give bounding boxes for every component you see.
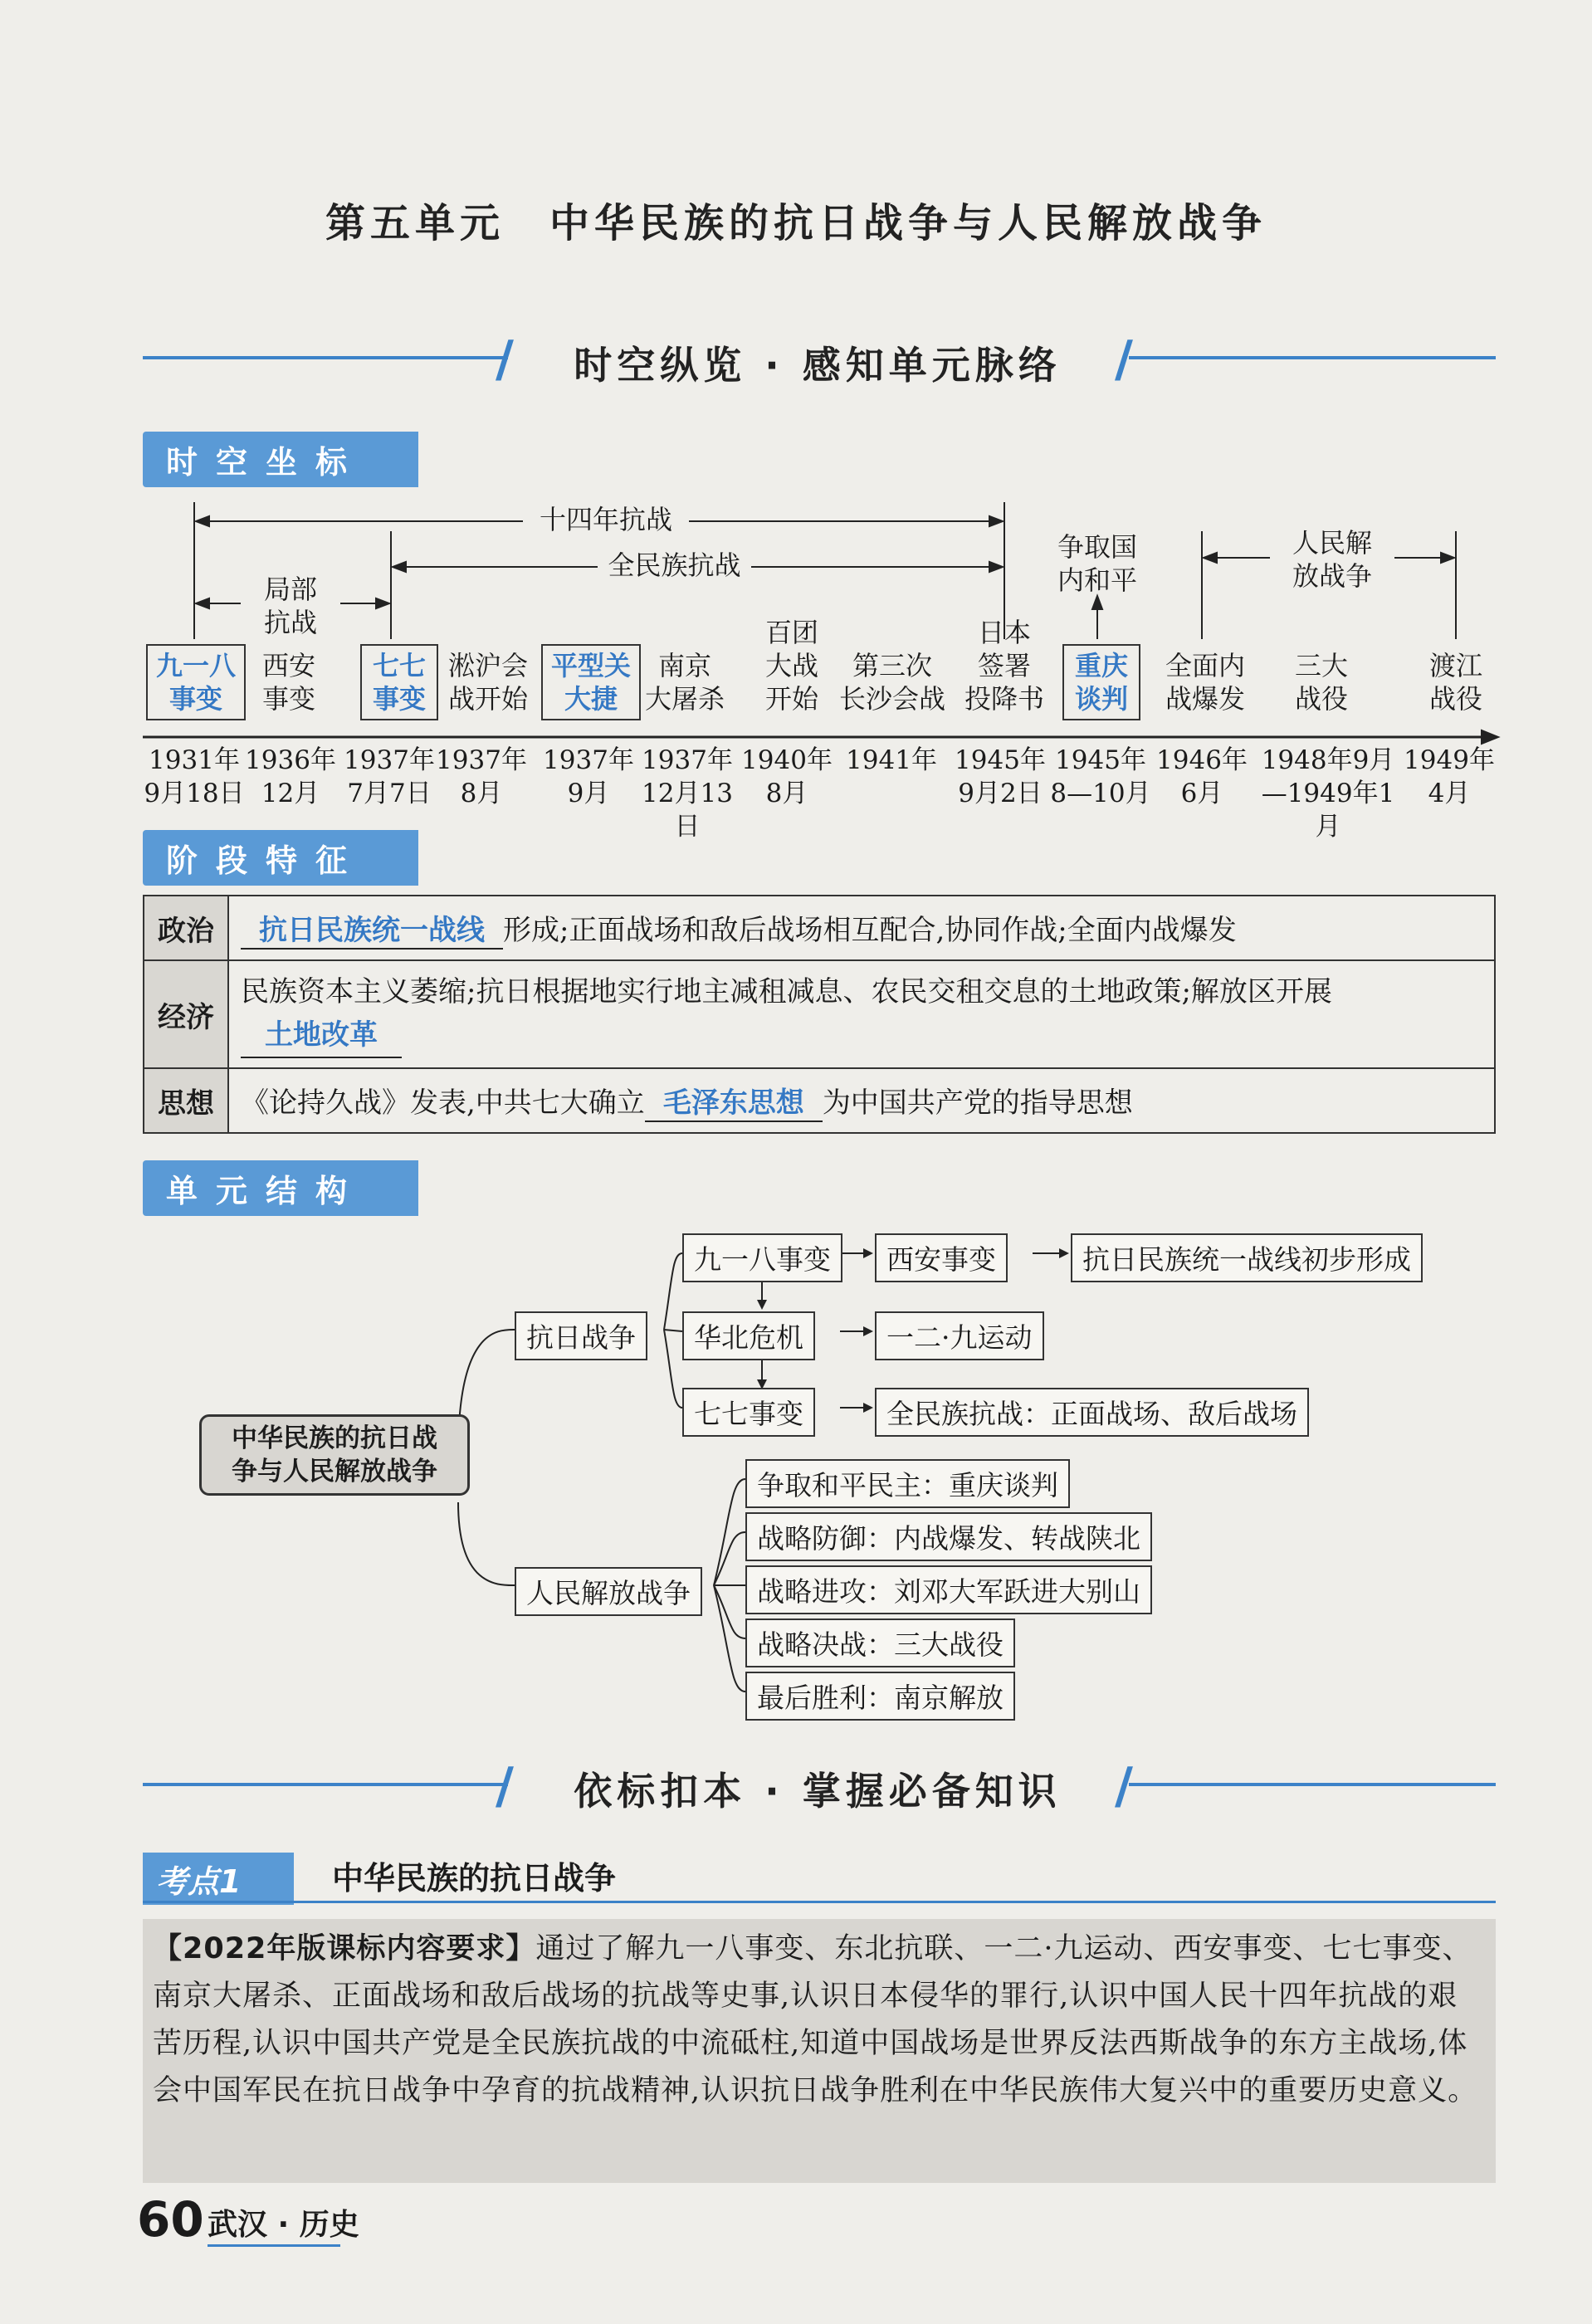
date-line: 1941年 — [846, 745, 937, 775]
feature-text: 为中国共产党的指导思想 — [822, 1086, 1133, 1120]
slash-decoration: / — [496, 1757, 514, 1815]
event-line: 大捷 — [564, 683, 618, 715]
date-line: 8月 — [765, 779, 808, 808]
event-line: 谈判 — [1074, 683, 1128, 715]
date-line: 8月 — [460, 779, 503, 808]
kaodian-tag: 考点1 — [143, 1853, 294, 1905]
event-line: 战开始 — [447, 683, 528, 715]
date-line: 9月2日 — [958, 779, 1043, 808]
section-rule-left — [143, 1783, 508, 1786]
event-line: 西安 — [261, 650, 315, 681]
node-victory: 最后胜利：南京解放 — [745, 1672, 1015, 1721]
date-line: 1948年9月 — [1261, 745, 1395, 775]
timeline-tag: 时空坐标 — [143, 432, 418, 487]
event-line: 重庆 — [1074, 650, 1128, 681]
features-tag: 阶段特征 — [143, 830, 418, 886]
event-line: 南京 — [657, 650, 711, 681]
requirement-label: 【2022年版课标内容要求】 — [153, 1932, 536, 1965]
page-number: 60 — [137, 2191, 204, 2248]
node-peace: 争取和平民主：重庆谈判 — [745, 1459, 1070, 1508]
event-line: 开始 — [764, 683, 818, 715]
span-local-line: 局部 — [263, 574, 317, 605]
date-line: —1949年1月 — [1261, 779, 1395, 842]
branch-liberation: 人民解放战争 — [515, 1567, 702, 1616]
event-line: 长沙会战 — [838, 683, 945, 715]
event-line: 七七 — [372, 650, 426, 681]
slash-decoration: / — [496, 330, 514, 388]
feature-answer: 毛泽东思想 — [645, 1080, 823, 1122]
date-line: 1937年 — [344, 745, 435, 775]
event-line: 事变 — [261, 683, 315, 715]
section-rule-right — [1129, 1783, 1496, 1786]
feature-head: 政治 — [144, 896, 228, 960]
feature-text: 民族资本主义萎缩;抗日根据地实行地主减租减息、农民交租交息的土地政策;解放区开展 — [241, 975, 1332, 1008]
feature-text: 《论持久战》发表,中共七大确立 — [241, 1086, 645, 1120]
node-defense: 战略防御：内战爆发、转战陕北 — [745, 1512, 1152, 1561]
date-line: 1945年 — [955, 745, 1046, 775]
event-line: 全面内 — [1165, 650, 1245, 681]
node-national-resistance: 全民族抗战：正面战场、敌后战场 — [875, 1388, 1309, 1437]
feature-text: 形成;正面战场和敌后战场相互配合,协同作战;全面内战爆发 — [503, 913, 1237, 947]
event-line: 战役 — [1428, 683, 1482, 715]
date-line: 1945年 — [1055, 745, 1146, 775]
section-title: 时空纵览 · 感知单元脉络 — [574, 343, 1062, 388]
span-strive-line: 内和平 — [1057, 564, 1137, 596]
span-national: 全民族抗战 — [608, 549, 741, 581]
node-decisive: 战略决战：三大战役 — [745, 1618, 1015, 1667]
span-liberation-line: 放战争 — [1292, 560, 1372, 592]
node-129-movement: 一二·九运动 — [875, 1311, 1044, 1360]
node-north-china-crisis: 华北危机 — [682, 1311, 815, 1360]
date-line: 9月 — [567, 779, 610, 808]
slash-decoration: / — [1115, 1757, 1133, 1815]
event-line: 签署 — [977, 650, 1031, 681]
date-line: 7月7日 — [347, 779, 432, 808]
event-line: 日本 — [977, 617, 1031, 648]
branch-anti-japanese: 抗日战争 — [515, 1311, 647, 1360]
feature-answer: 抗日民族统一战线 — [241, 907, 503, 950]
node-918: 九一八事变 — [682, 1233, 842, 1282]
node-offense: 战略进攻：刘邓大军跃进大别山 — [745, 1565, 1152, 1614]
feature-head: 经济 — [144, 960, 228, 1068]
structure-root — [199, 1414, 470, 1496]
event-line: 三大 — [1294, 650, 1348, 681]
date-line: 1937年 — [436, 745, 527, 775]
span-liberation-line: 人民解 — [1292, 527, 1372, 559]
event-line: 事变 — [168, 683, 222, 715]
date-line: 1937年 — [642, 745, 733, 775]
event-line: 渡江 — [1428, 650, 1482, 681]
kaodian-title: 中华民族的抗日战争 — [332, 1860, 617, 1897]
kaodian-rule — [143, 1901, 1496, 1903]
event-line: 战爆发 — [1165, 683, 1245, 715]
event-line: 大战 — [764, 650, 818, 681]
date-line: 1936年 — [245, 745, 336, 775]
unit-title: 第五单元 中华民族的抗日战争与人民解放战争 — [325, 200, 1267, 247]
date-line: 8—10月 — [1050, 779, 1151, 808]
event-line: 第三次 — [852, 650, 932, 681]
event-line: 百团 — [764, 617, 818, 648]
date-line: 4月 — [1428, 779, 1471, 808]
root-line: 争与人民解放战争 — [232, 1457, 437, 1487]
requirement-box — [143, 1919, 1496, 2183]
date-line: 1949年 — [1404, 745, 1495, 775]
span-local-line: 抗战 — [263, 607, 317, 638]
event-line: 平型关 — [550, 650, 631, 681]
event-line: 大屠杀 — [644, 683, 725, 715]
footer-rule — [208, 2244, 340, 2247]
event-line: 九一八 — [155, 650, 236, 681]
date-line: 1931年 — [149, 745, 240, 775]
node-united-front: 抗日民族统一战线初步形成 — [1071, 1233, 1423, 1282]
node-77: 七七事变 — [682, 1388, 815, 1437]
slash-decoration: / — [1115, 330, 1133, 388]
date-line: 1940年 — [741, 745, 833, 775]
book-name: 武汉 · 历史 — [208, 2208, 359, 2242]
event-line: 战役 — [1294, 683, 1348, 715]
date-line: 1946年 — [1156, 745, 1248, 775]
span-fourteen-year: 十四年抗战 — [539, 504, 672, 535]
event-line: 淞沪会 — [447, 650, 528, 681]
span-strive-line: 争取国 — [1057, 531, 1137, 563]
event-line: 事变 — [372, 683, 426, 715]
date-line: 12月 — [261, 779, 320, 808]
event-line: 投降书 — [964, 683, 1044, 715]
feature-head: 思想 — [144, 1068, 228, 1133]
date-line: 9月18日 — [144, 779, 245, 808]
requirement-text: 通过了解九一八事变、东北抗联、一二·九运动、西安事变、七七事变、南京大屠杀、正面战场和敌后战场的抗战等史事,认识日本侵华的罪行,认识中国人民十四年抗战的艰苦历程,认识中国共产党是全民族抗战的中流砥柱,知道中国战场是世界反法西斯战争的东方主战场,体会中国军民在抗日战争中孕育的抗战精神,认识抗日战争胜利在中华民族伟大复兴中的重要历史意义。 — [153, 1932, 1478, 2107]
structure-tag: 单元结构 — [143, 1160, 418, 1216]
date-line: 6月 — [1180, 779, 1223, 808]
section-title: 依标扣本 · 掌握必备知识 — [574, 1769, 1062, 1814]
root-line: 中华民族的抗日战 — [232, 1423, 437, 1453]
date-line: 12月13日 — [642, 779, 733, 842]
node-xian: 西安事变 — [875, 1233, 1008, 1282]
date-line: 1937年 — [543, 745, 634, 775]
feature-answer: 土地改革 — [241, 1013, 402, 1058]
